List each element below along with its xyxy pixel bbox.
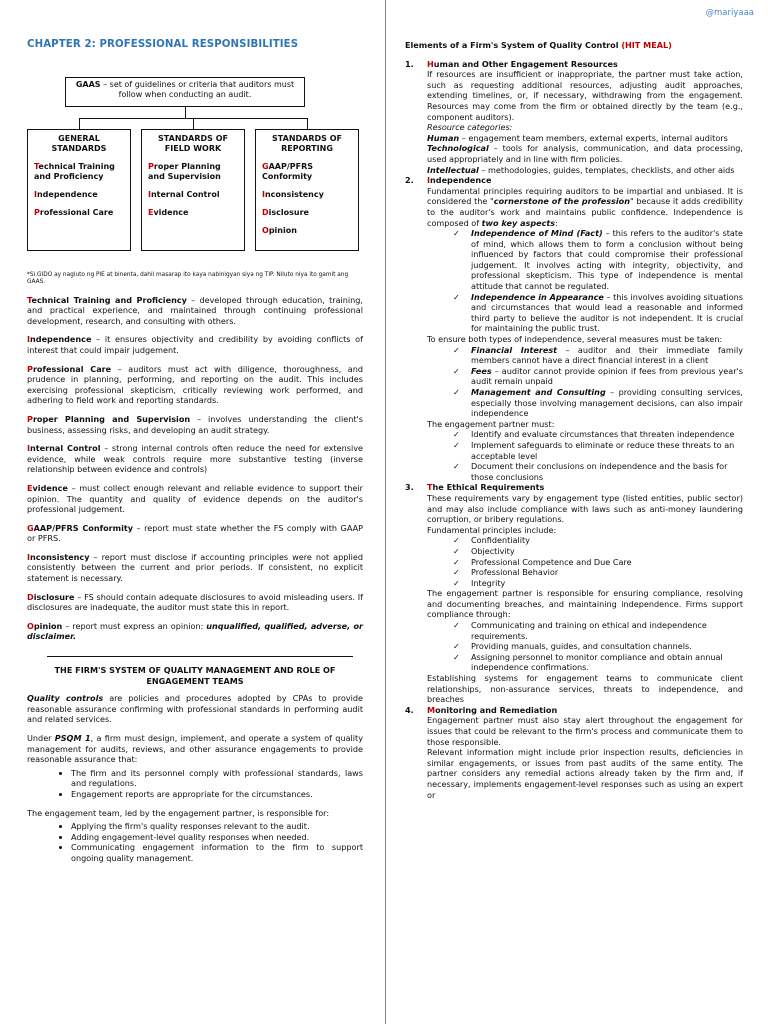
definition-paragraph: Disclosure – FS should contain adequate disclosures to avoid misleading users. If disclosures are inadequate, the auditor must state this in report. (27, 591, 363, 613)
section-divider (47, 656, 353, 657)
gaas-definition: – set of guidelines or criteria that auditors must follow when conducting an audit. (100, 79, 295, 100)
checklist-item: ✓ Assigning personnel to monitor compliance and obtain annual independence confirmations. (453, 651, 723, 673)
list-item: • Applying the firm's quality responses relevant to the audit. (71, 821, 363, 832)
section-human-resources: 1. Human and Other Engagement Resources If resources are insufficient or inappropriate, the partner must take action, such as requesting additional resources, adjusting audit approaches, extending timelines, or, if necessary, withdrawing from the engagement. Resources may come from the firm or obtained directly by the team (e.g., component auditors). Resource categories: Human – engagement team members, external experts, internal auditors Technological – tools for analysis, communication, and data processing, used appropriately and in line with firm policies. Intellectual – methodologies, guides, templates, checklists, and other aids (405, 58, 743, 175)
checklist-item: ✓ Objectivity (453, 545, 515, 556)
gaas-term: GAAS (75, 79, 101, 89)
standard-item: GAAP/PFRS Conformity (262, 161, 313, 181)
field-work-standards-box (141, 129, 245, 251)
psqm-paragraph: Under PSQM 1, a firm must design, implement, and operate a system of quality management for audits, reviews, and other assurance engagements to provide reasonable assurance that: (27, 733, 363, 765)
team-paragraph: The engagement team, led by the engagement partner, is responsible for: (27, 807, 330, 818)
psqm-bullets (27, 768, 363, 800)
definition-paragraph: GAAP/PFRS Conformity – report must state whether the FS comply with GAAP or PFRS. (27, 522, 363, 544)
column-title: STANDARDS OF REPORTING (272, 133, 342, 153)
definition-paragraph: Inconsistency – report must disclose if accounting principles were not applied consistently between the current and prior periods. If consistent, no explicit statement is necessary. (27, 551, 363, 584)
checklist-item: ✓ Document their conclusions on independence and the basis for those conclusions (453, 461, 728, 482)
resource-category: Intellectual – methodologies, guides, templates, checklists, and other aids (427, 164, 735, 175)
qm-heading: THE FIRM'S SYSTEM OF QUALITY MANAGEMENT AND ROLE OF ENGAGEMENT TEAMS (54, 665, 336, 686)
checklist-item: ✓ Confidentiality (453, 535, 530, 546)
checklist-item: ✓ Management and Consulting – providing consulting services, especially those involving management decisions, can also impair independence (453, 387, 744, 419)
standard-item: Opinion (262, 225, 297, 235)
definition-paragraph: Evidence – must collect enough relevant and reliable evidence to support their opinion. The quantity and quality of evidence depends on the auditor's professional judgement. (27, 482, 363, 515)
column-divider (385, 0, 386, 1024)
standard-item: Technical Training and Proficiency (34, 161, 115, 181)
definition-paragraph: Proper Planning and Supervision – involves understanding the client's business, assessing risks, and developing an audit strategy. (27, 413, 363, 435)
reporting-standards-box (255, 129, 359, 251)
checklist-item: ✓ Financial Interest – auditor and their immediate family members cannot have a direct financial interest in a client (453, 344, 743, 366)
definition-paragraph: Independence – it ensures objectivity and credibility by avoiding conflicts of interest that could impair judgement. (27, 334, 363, 355)
gaas-box (65, 77, 305, 107)
standard-item: Proper Planning and Supervision (148, 161, 221, 181)
list-item: • Communicating engagement information to the firm to support ongoing quality management. (71, 842, 363, 863)
elements-title: Elements of a Firm's System of Quality Control (HIT MEAL) (405, 40, 672, 50)
list-item: • Adding engagement-level quality responses when needed. (71, 832, 363, 843)
general-standards-box (27, 129, 131, 251)
checklist-item: ✓ Professional Competence and Due Care (453, 556, 632, 567)
right-column (405, 40, 743, 800)
resource-category: Human – engagement team members, external experts, internal auditors (427, 132, 728, 143)
checklist-item: ✓ Communicating and training on ethical and independence requirements. (453, 620, 707, 641)
column-title: GENERAL STANDARDS (51, 133, 107, 153)
section-ethical-requirements: 3. The Ethical Requirements These requirements vary by engagement type (listed entities, public sector) and may also include compliance with laws such as anti-money laundering corruption, or bribery regulations. Fundamental principles include: ✓ Confidentiality ✓ Objectivity ✓ Professional Competence and Due Care ✓ Professional Behavior ✓ Integrity The engagement partner is responsible for ensuring compliance, resolving and documenting breaches, and maintaining independence. Firms support compliance through: ✓ Communicating and training on ethical and independence requirements. ✓ Providing manuals, guides, and consultation channels. ✓ Assigning personnel to monitor compliance and obtain annual independence confirmations. Establishing systems for engagement teams to communicate client relationships, non-assurance services, threats to independence, and breaches (405, 482, 743, 705)
list-item: • Engagement reports are appropriate for the circumstances. (71, 789, 363, 800)
definition-paragraph: Opinion – report must express an opinion: unqualified, qualified, adverse, or disclaimer. (27, 620, 364, 642)
standard-item: Independence (34, 189, 98, 199)
checklist-item: ✓ Implement safeguards to eliminate or reduce these threats to an acceptable level (453, 439, 735, 461)
connector-line (79, 118, 80, 129)
checklist-item: ✓ Independence of Mind (Fact) – this refers to the auditor's state of mind, which allows them to form a conclusion without being influenced by factors that could compromise their professional judgement. It involves acting with integrity, objectivity, and professional skepticism. This type of independence is mental attitude that cannot be regulated. (453, 228, 743, 292)
standard-item: Disclosure (262, 207, 309, 217)
checklist-item: ✓ Identify and evaluate circumstances that threaten independence (453, 429, 735, 440)
standard-item: Inconsistency (262, 189, 324, 199)
definition-paragraph: Technical Training and Proficiency – developed through education, training, and practical experience, and maintained through continuing professional development, research, and consulting with others. (27, 294, 364, 326)
resource-category: Technological – tools for analysis, communication, and data processing, used appropriately and in line with firm policies. (427, 143, 743, 164)
quality-controls-paragraph: Quality controls are policies and procedures adopted by CPAs to provide reasonable assurance confirming with professional standards in performing audit and related services. (27, 693, 363, 725)
connector-line (193, 118, 194, 129)
checklist-item: ✓ Independence in Appearance – this involves avoiding situations and circumstances that would lead a reasonable and informed third party to believe the auditor is not independent. It is crucial for maintaining the public trust. (453, 291, 744, 334)
standard-item: Evidence (148, 207, 189, 217)
mnemonic-note: *Si GIDO ay nagluto ng PIE at binenta, dahil masarap ito kaya nabinigyan siya ng TIP. Niluto niya ito gamit ang GAAS. (27, 271, 349, 286)
left-column (27, 40, 363, 872)
column-title: STANDARDS OF FIELD WORK (158, 133, 228, 153)
checklist-item: ✓ Integrity (453, 577, 506, 588)
standard-item: Professional Care (34, 207, 114, 217)
definition-paragraph: Professional Care – auditors must act with diligence, thoroughness, and prudence in planning, performing, and reporting on the audit. This includes exercising professional skepticism, critically reviewing work performed, and adhering to field work and reporting standards. (27, 363, 363, 406)
team-bullets (27, 821, 363, 863)
checklist-item: ✓ Professional Behavior (453, 567, 559, 578)
chapter-title: CHAPTER 2: PROFESSIONAL RESPONSIBILITIES (27, 39, 299, 50)
list-item: • The firm and its personnel comply with professional standards, laws and regulations. (71, 768, 363, 789)
connector-line (185, 107, 186, 118)
standard-item: Internal Control (148, 189, 220, 199)
connector-line (307, 118, 308, 129)
author-handle: @mariyaaa (705, 8, 754, 18)
gaas-diagram (27, 51, 363, 266)
checklist-item: ✓ Fees – auditor cannot provide opinion if fees from previous year's audit remain unpaid (453, 365, 743, 387)
definitions-list (27, 295, 363, 642)
checklist-item: ✓ Providing manuals, guides, and consultation channels. (453, 641, 692, 652)
section-monitoring: 4. Monitoring and Remediation Engagement partner must also stay alert throughout the engagement for issues that could be relevant to the firm's process and communicate them to those responsible. Relevant information might include prior inspection results, deficiencies in similar engagements, or issues from past audits of the same entity. The partner considers any remedial actions already taken by the firm and, if necessary, implements engagement-level responses such as using an expert or (405, 704, 743, 800)
section-independence: 2. Independence Fundamental principles requiring auditors to be impartial and unbiased. It is considered the "cornerstone of the profession" because it adds credibility to the auditor's work and maintains public confidence. Independence is composed of two key aspects: ✓ Independence of Mind (Fact) – this refers to the auditor's state of mind, which allows them to form a conclusion without being influenced by factors that could compromise their professional judgement. It involves acting with integrity, objectivity, and professional skepticism. This type of independence is mental attitude that cannot be regulated. ✓ Independence in Appearance – this involves avoiding situations and circumstances that would lead a reasonable and informed third party to believe the auditor is not independent. It is crucial for maintaining the public trust. To ensure both types of independence, several measures must be taken: ✓ Financial Interest – auditor and their immediate family members cannot have a direct financial interest in a client ✓ Fees – auditor cannot provide opinion if fees from previous year's audit remain unpaid ✓ Management and Consulting – providing consulting services, especially those involving management decisions, can also impair independence The engagement partner must: ✓ Identify and evaluate circumstances that threaten independence ✓ Implement safeguards to eliminate or reduce these threats to an acceptable level ✓ Document their conclusions on independence and the basis for those conclusions (405, 175, 744, 482)
definition-paragraph: Internal Control – strong internal controls often reduce the need for extensive evidence, while weak controls require more substantive testing (inverse relationship between evidence and controls) (27, 443, 363, 475)
